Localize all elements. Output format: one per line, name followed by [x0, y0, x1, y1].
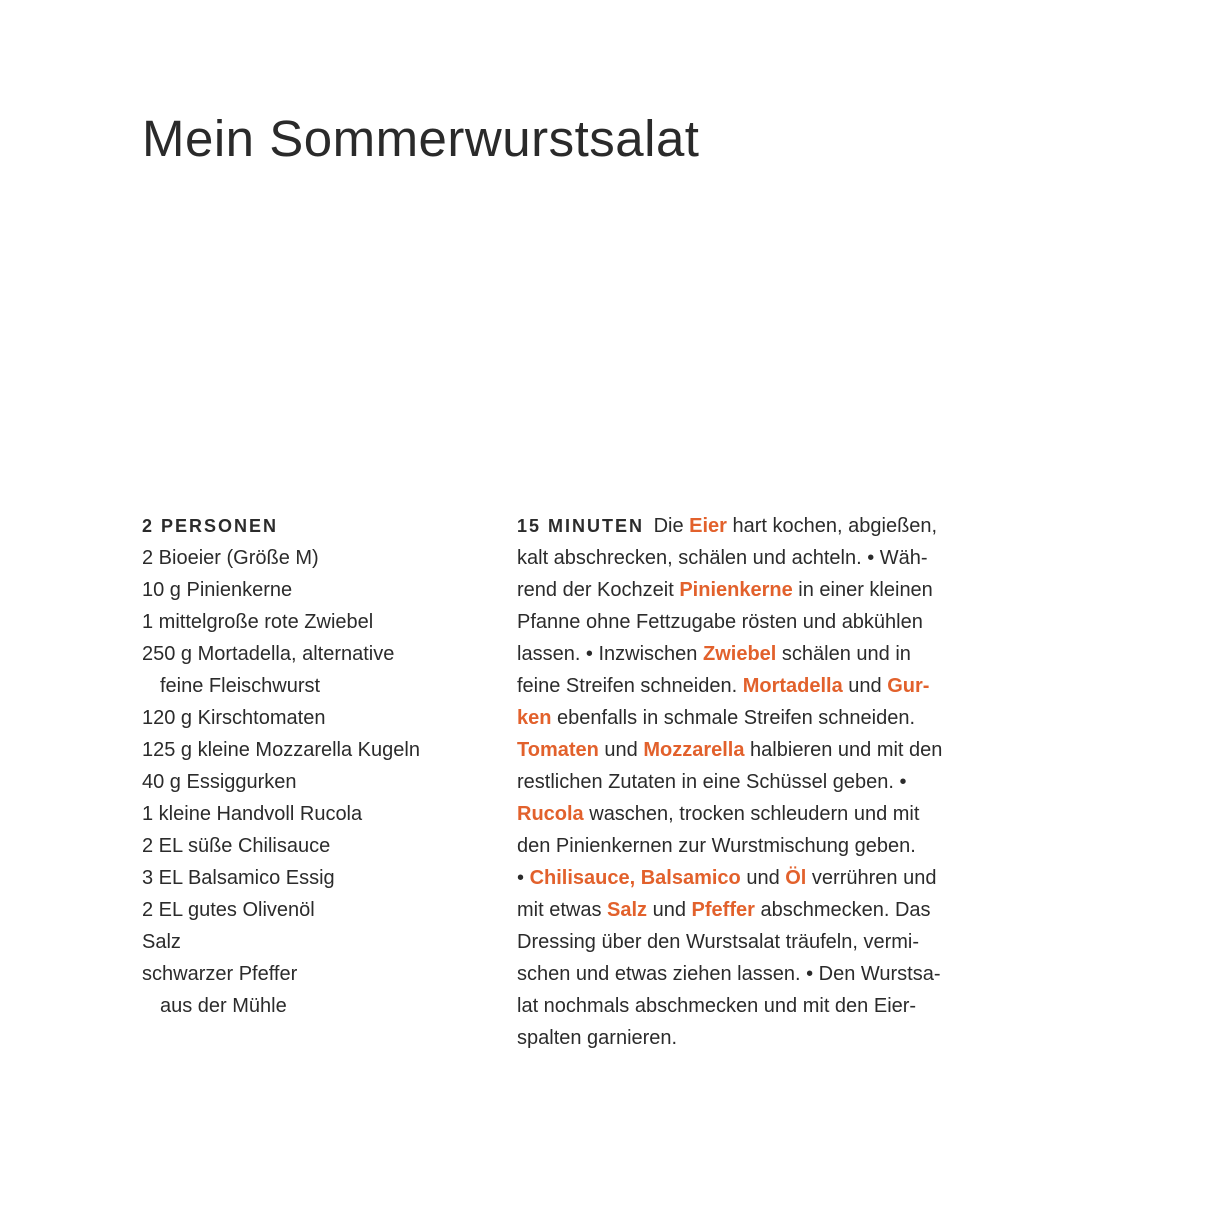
method-text-segment: schen und etwas ziehen lassen. • Den Wurstsa- — [517, 963, 941, 985]
method-text-segment: lat nochmals abschmecken und mit den Eier- — [517, 995, 917, 1017]
method-line — [517, 862, 1017, 894]
method-line — [517, 542, 1017, 574]
highlighted-ingredient: ken — [517, 707, 552, 729]
method-text-segment: hart kochen, abgießen, — [726, 515, 938, 537]
method-text-segment: lassen. • Inzwischen — [517, 643, 703, 665]
method-text-segment: Dressing über den Wurstsalat träufeln, vermi- — [517, 931, 920, 953]
ingredient-item: 120 g Kirschtomaten — [142, 707, 326, 729]
ingredient-item: 2 Bioeier (Größe M) — [142, 547, 319, 569]
method-line — [517, 830, 1017, 862]
ingredient-item-continuation: feine Fleischwurst — [160, 675, 321, 697]
method-line — [517, 1022, 1017, 1054]
method-text-segment: feine Streifen schneiden. — [517, 675, 743, 697]
highlighted-ingredient: Mortadella — [742, 675, 843, 697]
highlighted-ingredient: Pfeffer — [691, 899, 755, 921]
method-line — [517, 990, 1017, 1022]
page-title: Mein Sommerwurstsalat — [142, 110, 700, 167]
ingredient-item: 2 EL süße Chilisauce — [142, 835, 331, 857]
method-line — [517, 894, 1017, 926]
method-text-segment: restlichen Zutaten in eine Schüssel geben. • — [517, 771, 907, 793]
method-line — [517, 670, 1017, 702]
ingredients-list — [142, 510, 482, 1022]
method-text-segment: und — [842, 675, 888, 697]
highlighted-ingredient: Mozzarella — [643, 739, 745, 761]
method-line — [517, 734, 1017, 766]
method-text-segment: spalten garnieren. — [517, 1027, 678, 1049]
ingredient-item: 40 g Essiggurken — [142, 771, 297, 793]
method-text-segment: und — [598, 739, 644, 761]
highlighted-ingredient: Gur- — [887, 675, 930, 697]
highlighted-ingredient: Pinienkerne — [679, 579, 793, 601]
ingredient-item: 10 g Pinienkerne — [142, 579, 293, 601]
highlighted-ingredient: Salz — [607, 899, 648, 921]
ingredient-items — [142, 542, 482, 1022]
method-text-segment: ebenfalls in schmale Streifen schneiden. — [551, 707, 916, 729]
ingredient-item: 3 EL Balsamico Essig — [142, 867, 335, 889]
servings-heading: 2 PERSONEN — [142, 516, 279, 536]
highlighted-ingredient: Rucola — [517, 803, 584, 825]
method-text-segment: rend der Kochzeit — [517, 579, 680, 601]
method-line — [517, 510, 1017, 542]
ingredient-item: 125 g kleine Mozzarella Kugeln — [142, 739, 420, 761]
method-text-segment: halbieren und mit den — [744, 739, 943, 761]
method-line — [517, 574, 1017, 606]
method-text-segment: verrühren und — [806, 867, 937, 889]
ingredient-item: 1 kleine Handvoll Rucola — [142, 803, 363, 825]
method-text-segment: und — [740, 867, 786, 889]
method-text-segment: in einer kleinen — [792, 579, 933, 601]
method-line — [517, 638, 1017, 670]
highlighted-ingredient: Eier — [689, 515, 727, 537]
method-text — [517, 510, 1017, 1054]
ingredient-item: 2 EL gutes Olivenöl — [142, 899, 315, 921]
method-line — [517, 926, 1017, 958]
time-heading: 15 MINUTEN — [517, 516, 645, 536]
method-text-segment: Pfanne ohne Fettzugabe rösten und abkühlen — [517, 611, 923, 633]
method-text-segment: schälen und in — [776, 643, 911, 665]
method-text-segment: • — [517, 867, 530, 889]
method-line — [517, 798, 1017, 830]
method-text-segment: und — [647, 899, 692, 921]
highlighted-ingredient: Tomaten — [517, 739, 599, 761]
highlighted-ingredient: Zwiebel — [702, 643, 777, 665]
method-text-segment: waschen, trocken schleudern und mit — [583, 803, 920, 825]
method-text-segment: Die — [653, 515, 690, 537]
ingredient-item: 1 mittelgroße rote Zwiebel — [142, 611, 374, 633]
method-line — [517, 606, 1017, 638]
method-line — [517, 958, 1017, 990]
ingredient-item: schwarzer Pfeffer — [142, 963, 298, 985]
ingredient-item-continuation: aus der Mühle — [160, 995, 287, 1017]
method-text-segment: kalt abschrecken, schälen und achteln. • Wäh- — [517, 547, 928, 569]
method-text-segment: abschmecken. Das — [754, 899, 931, 921]
method-line — [517, 702, 1017, 734]
method-text-segment: mit etwas — [517, 899, 608, 921]
highlighted-ingredient: Öl — [785, 867, 807, 889]
method-text-segment: den Pinienkernen zur Wurstmischung geben. — [517, 835, 916, 857]
ingredient-item: Salz — [142, 931, 181, 953]
method-line — [517, 766, 1017, 798]
ingredient-item: 250 g Mortadella, alternative — [142, 643, 395, 665]
highlighted-ingredient: Chilisauce, Balsamico — [529, 867, 741, 889]
